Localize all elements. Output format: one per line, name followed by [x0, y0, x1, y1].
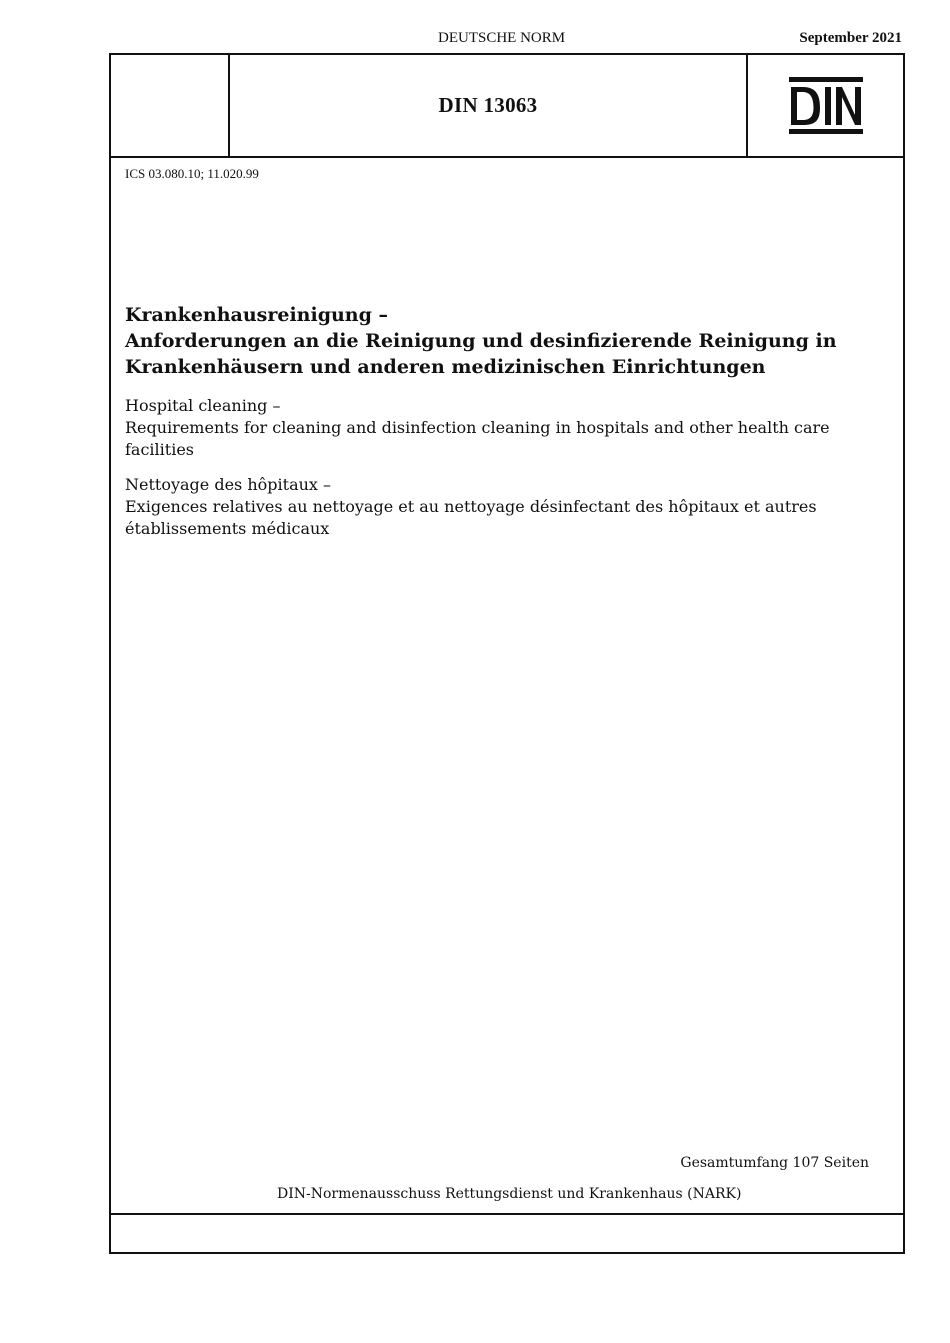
committee-name: DIN-Normenausschuss Rettungsdienst und Krankenhaus (NARK)	[277, 1186, 742, 1202]
total-pages: Gesamtumfang 107 Seiten	[680, 1155, 869, 1171]
cover-frame	[109, 53, 905, 1254]
din-logo-icon	[789, 77, 863, 135]
title-german-line: Krankenhäusern und anderen medizinischen Einrichtungen	[125, 356, 766, 378]
title-german-line: Krankenhausreinigung –	[125, 304, 389, 326]
title-french-line: Nettoyage des hôpitaux –	[125, 475, 332, 494]
ics-codes: ICS 03.080.10; 11.020.99	[125, 166, 259, 181]
footer-divider	[111, 1213, 903, 1215]
header-row	[111, 55, 903, 158]
title-german-line: Anforderungen an die Reinigung und desinfizierende Reinigung in	[125, 330, 837, 352]
title-english-line: Requirements for cleaning and disinfection cleaning in hospitals and other health care facilities	[125, 418, 830, 459]
title-english	[125, 395, 885, 461]
title-block	[125, 302, 885, 540]
title-french	[125, 474, 885, 540]
header-empty-cell	[111, 55, 230, 156]
title-french-line: Exigences relatives au nettoyage et au nettoyage désinfectant des hôpitaux et autres établissements médicaux	[125, 497, 817, 538]
title-english-line: Hospital cleaning –	[125, 396, 281, 415]
publication-date: September 2021	[799, 30, 902, 46]
norm-type-label: DEUTSCHE NORM	[438, 30, 566, 46]
title-german	[125, 302, 885, 380]
header-logo-cell	[748, 55, 903, 156]
header-number-cell	[230, 55, 748, 156]
standard-number: DIN 13063	[438, 93, 538, 117]
